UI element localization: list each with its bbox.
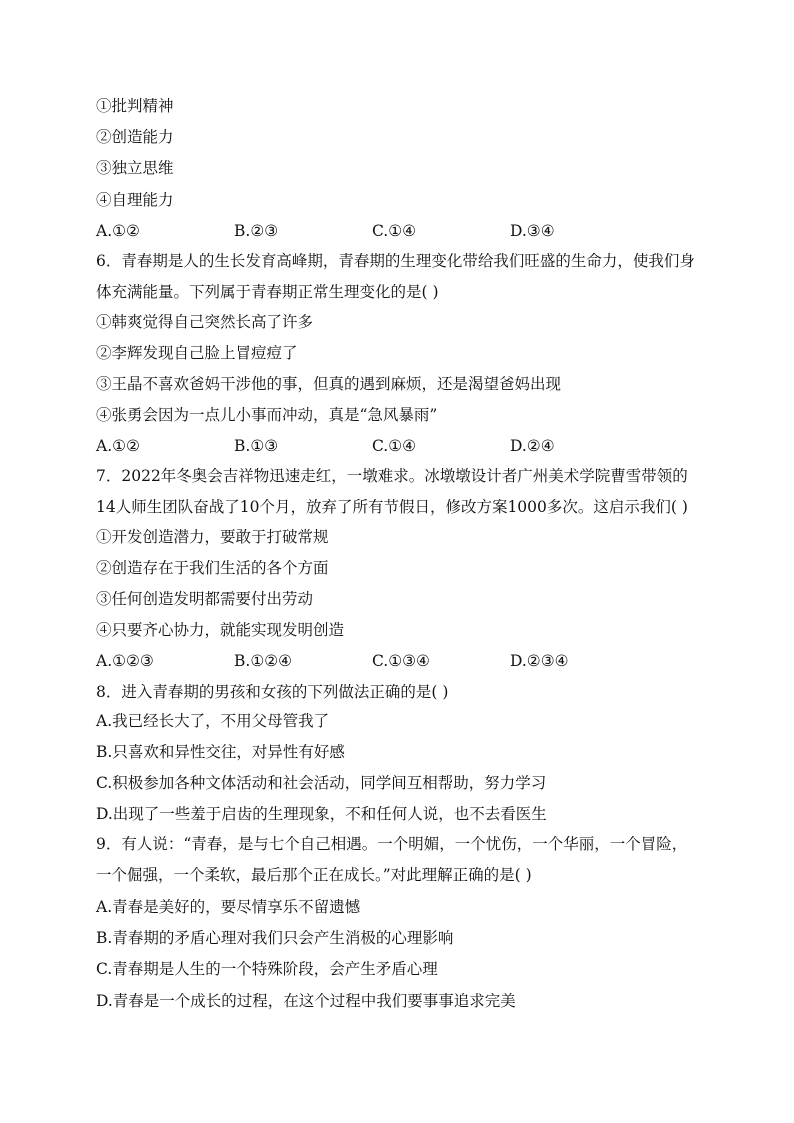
q7-item-1: ①开发创造潜力，要敢于打破常规 [96,528,329,546]
q9-choice-a: A.青春是美好的，要尽情享乐不留遗憾 [96,898,361,916]
q6-option-a: A.①② [96,437,140,455]
q9-stem: 9．有人说：“青春，是与七个自己相遇。一个明媚，一个忧伤，一个华丽，一个冒险，一个倔强，一个柔软，最后那个正在成长。”对此理解正确的是( ) [96,835,688,884]
q7-item-4: ④只要齐心协力，就能实现发明创造 [96,621,345,639]
q7-option-c: C.①③④ [372,652,430,670]
q5-item-3: ③独立思维 [96,159,174,177]
q5-item-4: ④自理能力 [96,191,174,209]
q5-option-b: B.②③ [234,222,279,240]
q6-option-d: D.②④ [510,437,555,455]
q6-item-2: ②李辉发现自己脸上冒痘痘了 [96,344,298,362]
q5-item-1: ①批判精神 [96,97,174,115]
q7-item-3: ③任何创造发明都需要付出劳动 [96,590,314,608]
q6-option-b: B.①③ [234,437,279,455]
q7-option-b: B.①②④ [234,652,293,670]
q5-item-2: ②创造能力 [96,128,174,146]
q8-choice-c: C.积极参加各种文体活动和社会活动，同学间互相帮助，努力学习 [96,774,547,792]
q6-option-c: C.①④ [372,437,417,455]
q7-item-2: ②创造存在于我们生活的各个方面 [96,559,329,577]
q6-stem: 6．青春期是人的生长发育高峰期，青春期的生理变化带给我们旺盛的生命力，使我们身体充满能量。下列属于青春期正常生理变化的是( ) [96,252,695,301]
q7-stem: 7．2022年冬奥会吉祥物迅速走红，一墩难求。冰墩墩设计者广州美术学院曹雪带领的14人师生团队奋战了10个月，放弃了所有节假日，修改方案1000多次。这启示我们( ) [96,467,688,516]
q8-choice-a: A.我已经长大了，不用父母管我了 [96,712,330,730]
q9-choice-b: B.青春期的矛盾心理对我们只会产生消极的心理影响 [96,929,454,947]
q6-item-1: ①韩爽觉得自己突然长高了许多 [96,313,314,331]
q5-option-a: A.①② [96,222,140,240]
q5-option-d: D.③④ [510,222,555,240]
q7-option-a: A.①②③ [96,652,154,670]
q8-stem: 8．进入青春期的男孩和女孩的下列做法正确的是( ) [96,683,449,701]
q6-item-4: ④张勇会因为一点儿小事而冲动，真是“急风暴雨” [96,406,438,424]
q8-choice-d: D.出现了一些羞于启齿的生理现象，不和任何人说，也不去看医生 [96,805,547,823]
q9-choice-d: D.青春是一个成长的过程，在这个过程中我们要事事追求完美 [96,992,516,1010]
q9-choice-c: C.青春期是人生的一个特殊阶段，会产生矛盾心理 [96,960,438,978]
q6-item-3: ③王晶不喜欢爸妈干涉他的事，但真的遇到麻烦，还是渴望爸妈出现 [96,375,562,393]
q7-option-d: D.②③④ [510,652,569,670]
q5-option-c: C.①④ [372,222,417,240]
q8-choice-b: B.只喜欢和异性交往，对异性有好感 [96,743,345,761]
